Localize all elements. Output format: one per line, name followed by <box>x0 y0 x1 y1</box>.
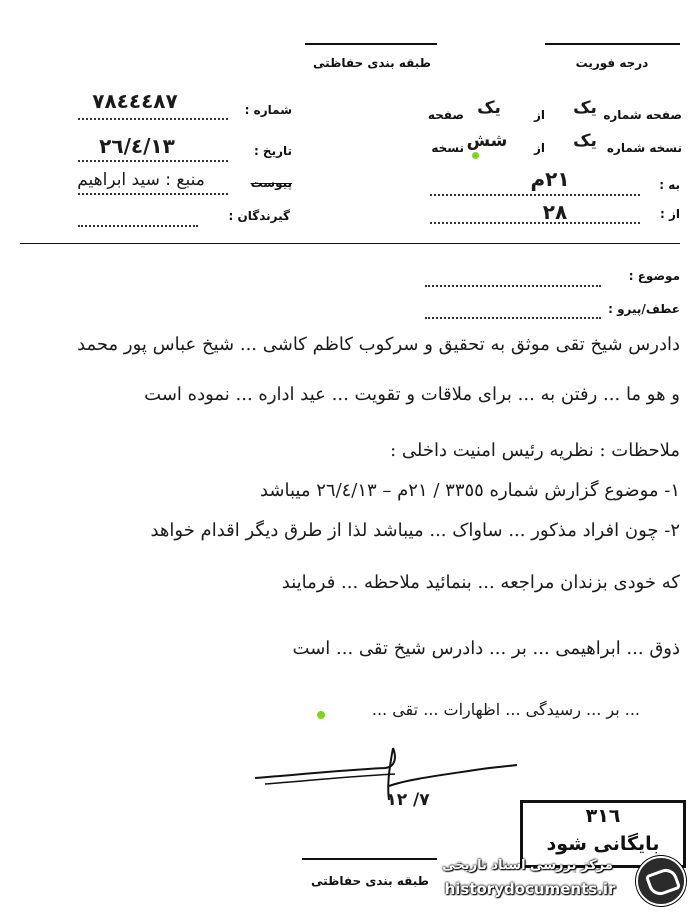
page-of-label: از <box>533 108 545 122</box>
to-dotline <box>430 194 640 196</box>
urgency-label: درجه فوریت <box>575 56 649 70</box>
body-line-3: ملاحظات : نظریه رئیس امنیت داخلی : <box>390 440 680 461</box>
reference-label: عطف/پیرو : <box>608 302 680 316</box>
recipients-label: گیرندگان : <box>228 209 290 223</box>
recipients-dotline <box>78 225 198 227</box>
date-dotline <box>78 160 228 162</box>
top-rule-right <box>545 43 680 45</box>
subject-dotline <box>425 285 601 287</box>
from-value: ٢٨ <box>542 200 568 224</box>
footer-classification-label: طبقه بندی حفاظتی <box>311 874 429 888</box>
to-label: به : <box>659 178 680 192</box>
body-line-4: ١- موضوع گزارش شماره ٣٣٥٥ / ٢١م – ٢٦/٤/١٣ میباشد <box>259 480 680 501</box>
top-rule-left <box>305 43 437 45</box>
classification-label: طبقه بندی حفاظتی <box>313 56 431 70</box>
number-label: شماره : <box>244 103 292 117</box>
body-line-1: دادرس شیخ تقی موثق به تحقیق و سرکوب کاظم کاشی ... شیخ عباس پور محمد <box>77 334 680 355</box>
copy-of-label: از <box>533 141 545 155</box>
number-dotline <box>78 118 228 120</box>
body-line-2: و هو ما ... رفتن به ... برای ملاقات و تقویت ... عید اداره ... نموده است <box>144 384 680 405</box>
body-line-5: ٢- چون افراد مذکور ... ساواک ... میباشد لذا از طرق دیگر اقدام خواهد <box>150 520 680 541</box>
stamp-number: ٣١٦ <box>585 805 621 827</box>
copy-total: شش <box>466 131 508 151</box>
header-divider <box>20 243 680 244</box>
green-mark-2 <box>317 711 325 719</box>
enclosure-label: پیوست <box>250 176 292 190</box>
copy-suffix: نسخه <box>431 141 464 155</box>
page-total: یک <box>477 98 501 118</box>
body-line-6: که خودی بزندان مراجعه ... بنمائید ملاحظه ... فرمایند <box>281 572 680 593</box>
enclosure-dotline <box>78 193 228 195</box>
watermark-site: historydocuments.ir <box>444 880 616 898</box>
watermark-org: مرکز بررسی اسناد تاریخی <box>442 858 613 873</box>
from-label: از : <box>660 207 680 221</box>
footer-rule <box>302 858 437 860</box>
stamp-text: بایگانی شود <box>546 833 660 855</box>
copy-value: یک <box>573 131 597 151</box>
green-mark <box>472 152 479 159</box>
reference-dotline <box>425 317 601 319</box>
watermark-logo-icon <box>636 856 686 906</box>
to-value: ٢١م <box>530 167 570 191</box>
number-value: ٧٨٤٤٤٨٧ <box>92 89 178 113</box>
copy-label: نسخه شماره <box>606 141 682 155</box>
subject-label: موضوع : <box>628 269 680 283</box>
date-value: ٢٦/٤/١٣ <box>99 134 175 158</box>
enclosure-value: منبع : سید ابراهیم <box>77 170 205 190</box>
body-line-7: ذوق ... ابراهیمی ... بر ... دادرس شیخ تقی ... است <box>292 638 680 659</box>
page-suffix: صفحه <box>427 108 464 122</box>
date-label: تاریخ : <box>253 144 292 158</box>
body-line-8: ... بر ... رسیدگی ... اظهارات ... تقی ... <box>371 700 640 719</box>
page-label: صفحه شماره <box>603 108 682 122</box>
page-value: یک <box>573 98 597 118</box>
signature-date: ٧/ ١٢ <box>386 790 430 810</box>
